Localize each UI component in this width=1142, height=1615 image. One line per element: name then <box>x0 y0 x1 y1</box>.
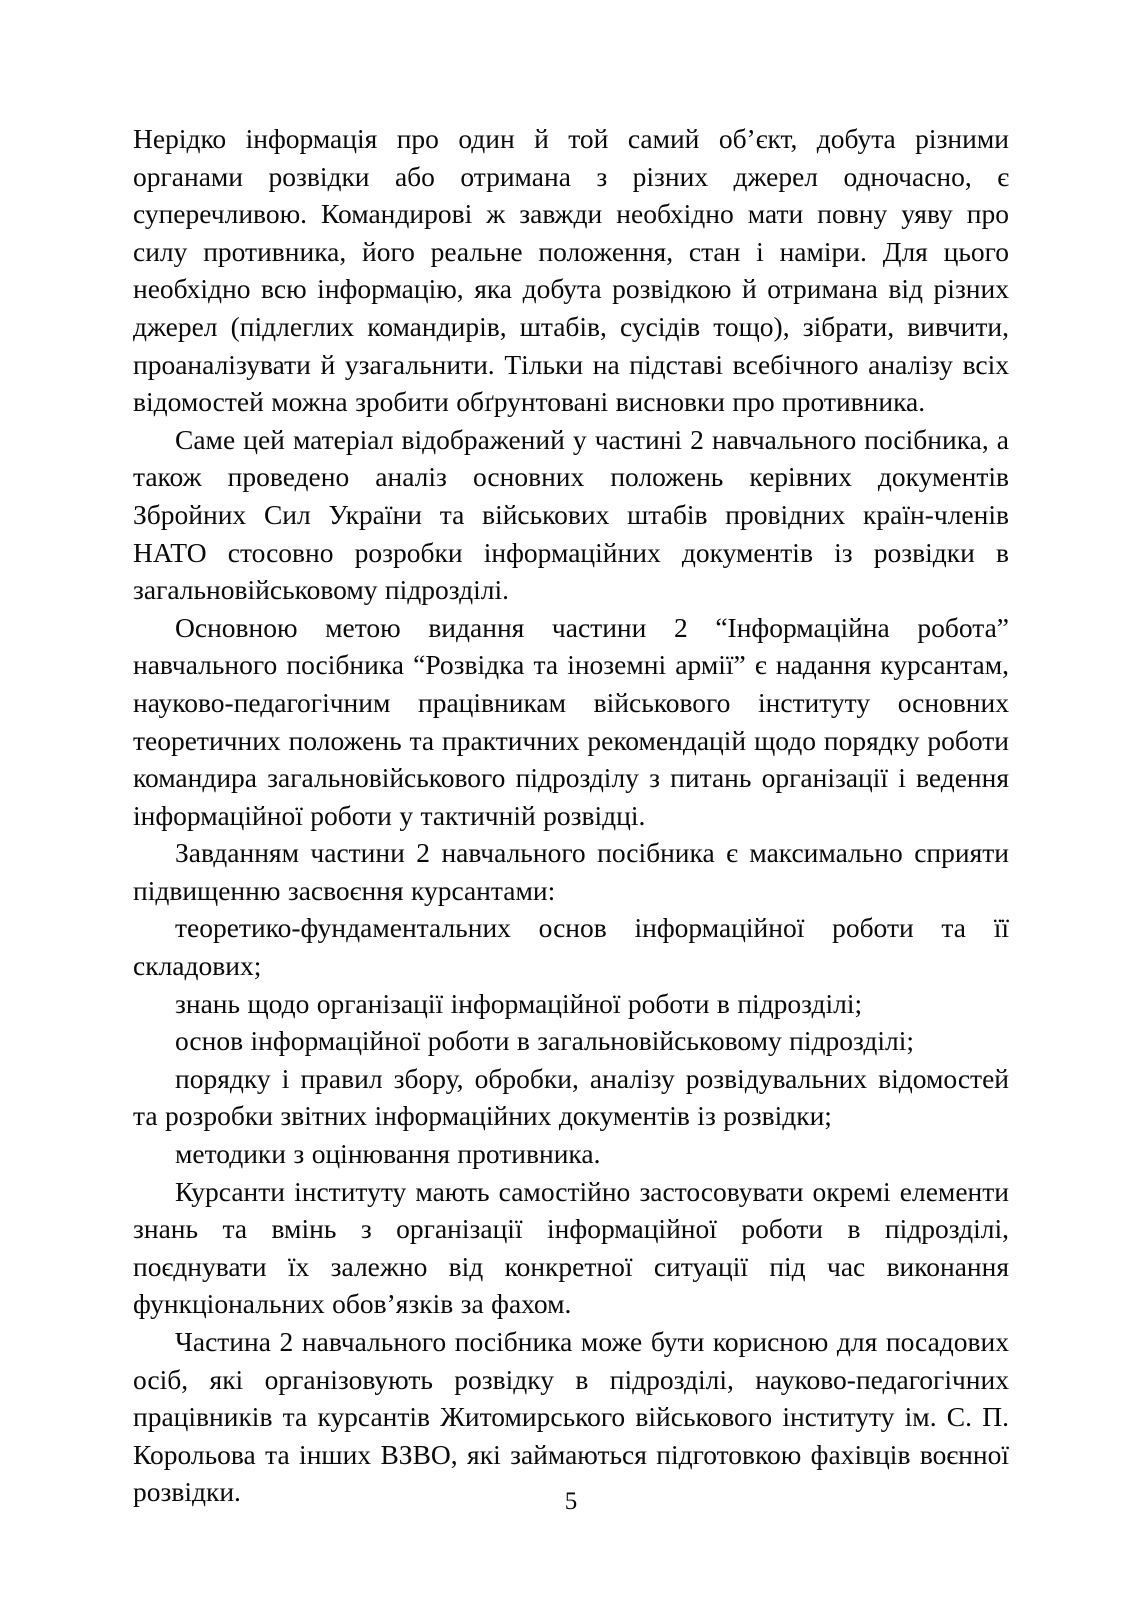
paragraph-cadets-apply-knowledge: Курсанти інституту мають самостійно застосовувати окремі елементи знань та вмінь з організації інформаційної роботи в підрозділі, поєднувати їх залежно від конкретної ситуації під час виконання функціональних обов’язків за фахом. <box>133 1175 1009 1320</box>
list-item-order-and-rules: порядку і правил збору, обробки, аналізу розвідувальних відомостей та розробки звітних інформаційних документів із розвідки; <box>133 1062 1009 1132</box>
paragraph-task-intro: Завданням частини 2 навчального посібника є максимально сприяти підвищенню засвоєння курсантами: <box>133 837 1009 906</box>
list-item-theoretical-foundations: теоретико-фундаментальних основ інформаційної роботи та її складових; <box>133 912 1009 982</box>
paragraph-usefulness-for-officials: Частина 2 навчального посібника може бути корисною для посадових осіб, які організовують розвідку в підрозділі, науково-педагогічних працівників та курсантів Житомирського військового інституту ім. С. П. Корольова та інших ВЗВО, які займаються підготовкою фахівців воєнної розвідки. <box>133 1326 1009 1508</box>
list-item-knowledge-organization: знань щодо організації інформаційної роботи в підрозділі; <box>175 987 863 1019</box>
paragraph-material-part-2: Саме цей матеріал відображений у частині 2 навчального посібника, а також проведено аналіз основних положень керівних документів Збройних Сил України та військових штабів провідних країн-членів НАТО стосовно розробки інформаційних документів із розвідки в загальновійськовому підрозділі. <box>133 423 1009 606</box>
paragraph-main-purpose: Основною метою видання частини 2 “Інформаційна робота” навчального посібника “Розвідка та іноземні армії” є надання курсантам, науково-педагогічним працівникам військового інституту основних теоретичних положень та практичних рекомендацій щодо порядку роботи командира загальновійськового підрозділу з питань організації і ведення інформаційної роботи у тактичній розвідці. <box>133 611 1009 831</box>
page-body-text <box>133 120 1009 1511</box>
list-item-enemy-assessment-methods: методики з оцінювання противника. <box>175 1138 601 1170</box>
page-number-footer: 5 <box>564 1488 578 1515</box>
list-item-foundations-in-unit: основ інформаційної роботи в загальновійськовому підрозділі; <box>175 1025 915 1057</box>
paragraph-intro-contradictory-information: Нерідко інформація про один й той самий об’єкт, добута різними органами розвідки або отримана з різних джерел одночасно, є суперечливою. Командирові ж завжди необхідно мати повну уяву про силу противника, його реальне положення, стан і наміри. Для цього необхідно всю інформацію, яка добута розвідкою й отримана від різних джерел (підлеглих командирів, штабів, сусідів тощо), зібрати, вивчити, проаналізувати й узагальнити. Тільки на підставі всебічного аналізу всіх відомостей можна зробити обґрунтовані висновки про противника. <box>133 123 1009 418</box>
